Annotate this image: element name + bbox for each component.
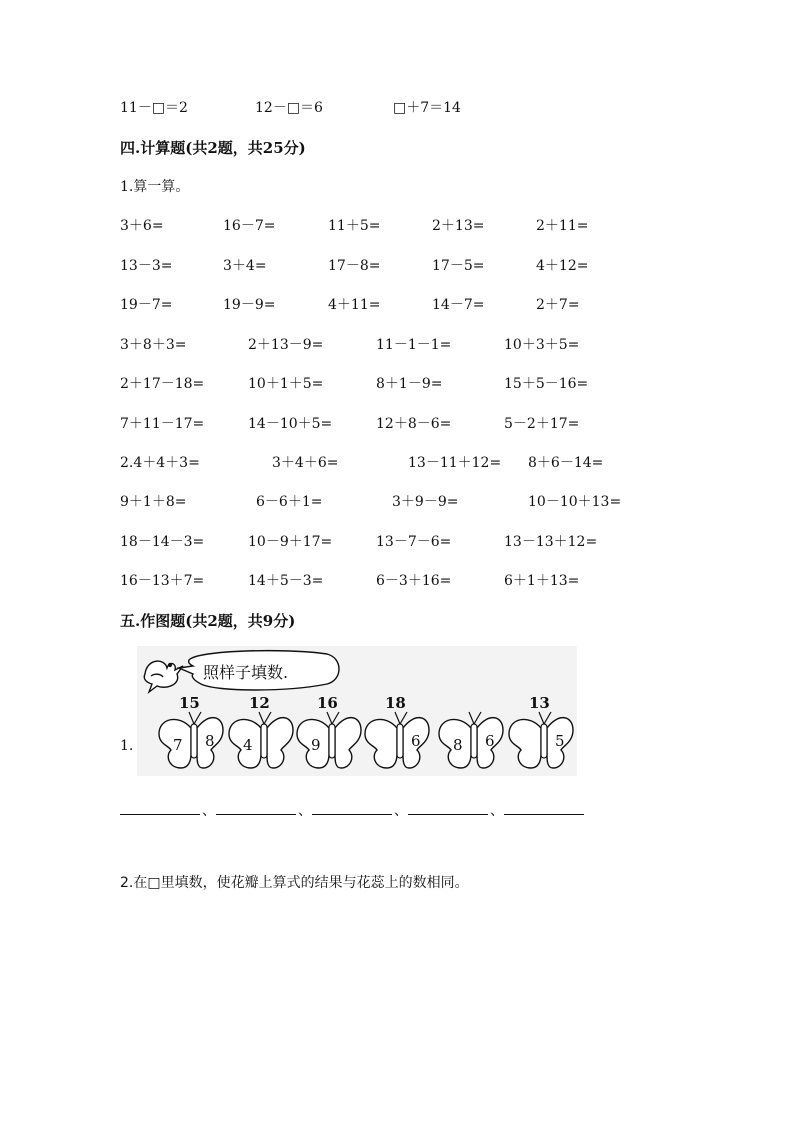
calc-item: 12＋8－6=: [376, 416, 452, 432]
calc-item: 14＋5－3=: [248, 573, 324, 589]
calc-item: 4＋12=: [536, 258, 589, 274]
calc-item: 10＋1＋5=: [248, 376, 324, 392]
answer-blank[interactable]: [120, 814, 200, 815]
butterfly-right-number: 5: [555, 732, 565, 750]
calc-item: 16－7=: [223, 218, 276, 234]
calc-item: 4＋11=: [328, 297, 381, 313]
calc-item: 8＋6－14=: [528, 455, 604, 471]
question-1-label: 1.算一算。: [120, 179, 190, 195]
butterfly-left-number: 9: [311, 736, 321, 754]
calc-item: 6－3＋16=: [376, 573, 452, 589]
calc-item: 13－13＋12=: [504, 534, 598, 550]
calc-item: 15＋5－16=: [504, 376, 589, 392]
calc-item: 19－9=: [223, 297, 276, 313]
calc-item: 14－10＋5=: [248, 416, 333, 432]
calc-item: 3＋4=: [223, 258, 267, 274]
calc-item: 2＋13－9=: [248, 337, 324, 353]
butterfly-left-number: 7: [173, 736, 183, 754]
calc-item: 13－11＋12=: [408, 455, 502, 471]
calc-item: 7＋11－17=: [120, 416, 205, 432]
answer-blank[interactable]: [312, 814, 392, 815]
calc-item: 17－5=: [432, 258, 485, 274]
calc-item: 2＋13=: [432, 218, 485, 234]
calc-item: 6＋1＋13=: [504, 573, 580, 589]
blank-separator: 、: [202, 803, 216, 819]
calc-item: 2.4＋4＋3=: [120, 455, 200, 471]
fill-equation-1: 11－□＝2: [120, 100, 188, 116]
butterfly-top-number: 13: [529, 694, 550, 712]
calc-item: 3＋9－9=: [392, 494, 459, 510]
butterfly-right-number: 8: [205, 732, 215, 750]
drawing-question-number: 1.: [120, 738, 134, 754]
calc-item: 14－7=: [432, 297, 485, 313]
answer-blank[interactable]: [216, 814, 296, 815]
butterfly-top-number: 18: [385, 694, 406, 712]
butterfly-right-number: 6: [411, 732, 421, 750]
blank-separator: 、: [490, 803, 504, 819]
calc-item: 9＋1＋8=: [120, 494, 187, 510]
calc-item: 13－3=: [120, 258, 173, 274]
answer-blank[interactable]: [408, 814, 488, 815]
butterfly-left-number: 8: [453, 736, 463, 754]
fill-equation-3: □＋7＝14: [393, 100, 461, 116]
calc-item: 3＋4＋6=: [272, 455, 339, 471]
calc-item: 19－7=: [120, 297, 173, 313]
butterfly-top-number: 15: [179, 694, 200, 712]
section-4-heading: 四.计算题(共2题，共25分): [120, 139, 306, 157]
calc-item: 16－13＋7=: [120, 573, 205, 589]
calc-item: 10－10＋13=: [528, 494, 622, 510]
calc-item: 11＋5=: [328, 218, 381, 234]
blank-separator: 、: [394, 803, 408, 819]
calc-item: 3＋8＋3=: [120, 337, 187, 353]
butterfly-figure: [137, 646, 577, 776]
calc-item: 2＋7=: [536, 297, 580, 313]
calc-item: 2＋17－18=: [120, 376, 205, 392]
butterfly-right-number: 6: [485, 732, 495, 750]
section-5-heading: 五.作图题(共2题，共9分): [120, 612, 296, 630]
fill-equation-2: 12－□＝6: [255, 100, 323, 116]
calc-item: 6－6＋1=: [256, 494, 323, 510]
blank-separator: 、: [298, 803, 312, 819]
calc-item: 5－2＋17=: [504, 416, 580, 432]
butterfly-icon: [297, 712, 361, 768]
calc-item: 18－14－3=: [120, 534, 205, 550]
calc-item: 11－1－1=: [376, 337, 452, 353]
calc-item: 2＋11=: [536, 218, 589, 234]
butterfly-icon: [229, 712, 293, 768]
calc-item: 3＋6=: [120, 218, 164, 234]
answer-blank[interactable]: [504, 814, 584, 815]
bubble-text: 照样子填数.: [203, 663, 289, 682]
calc-item: 17－8=: [328, 258, 381, 274]
calc-item: 13－7－6=: [376, 534, 452, 550]
calc-item: 10－9＋17=: [248, 534, 333, 550]
butterfly-top-number: 16: [317, 694, 338, 712]
butterfly-left-number: 4: [243, 736, 253, 754]
calc-item: 8＋1－9=: [376, 376, 443, 392]
butterfly-top-number: 12: [249, 694, 270, 712]
question-2-text: 2.在□里填数，使花瓣上算式的结果与花蕊上的数相同。: [120, 875, 469, 891]
calc-item: 10＋3＋5=: [504, 337, 580, 353]
